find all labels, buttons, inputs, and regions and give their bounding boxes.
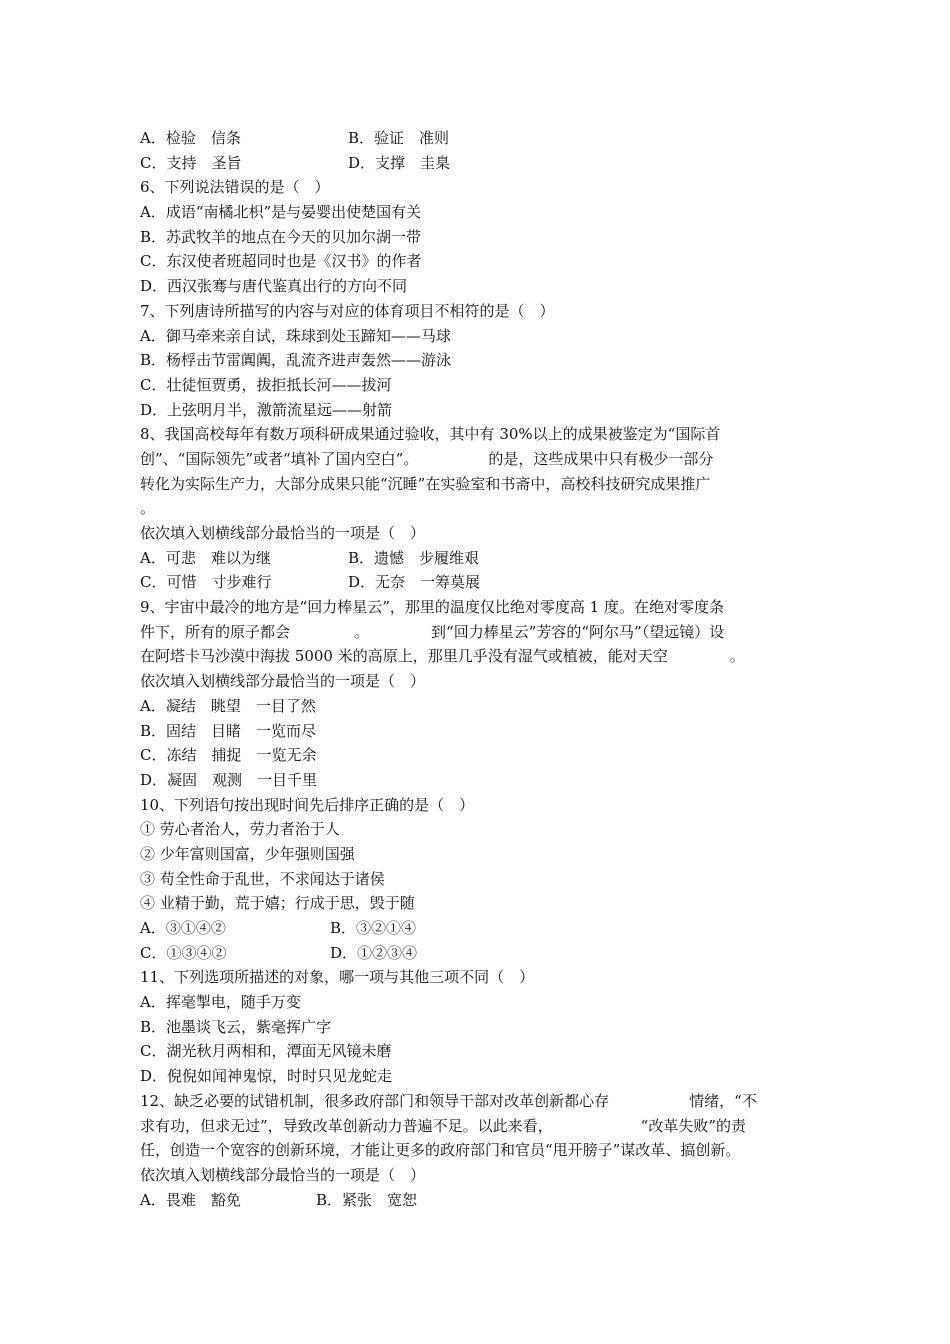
q10-item-3: ③ 苟全性命于乱世，不求闻达于诸侯	[140, 869, 385, 888]
q12-stem-line-2	[140, 1114, 820, 1139]
q6-option-c: C．东汉使者班超同时也是《汉书》的作者	[140, 252, 422, 271]
q10-option-d: D．①②③④	[330, 943, 418, 962]
q11-option-b: B．池墨谈飞云，紫毫挥广字	[140, 1017, 332, 1036]
q5-options-row-1	[140, 126, 820, 151]
q6-option-d: D．西汉张骞与唐代鉴真出行的方向不同	[140, 277, 408, 296]
q9-stem-line-3-part-2: 。	[729, 647, 745, 666]
q8-option-c: C．可惜 寸步难行	[140, 573, 272, 592]
q12-stem-line-2-part-2: “改革失败”的责	[640, 1116, 747, 1135]
q10-item-2: ② 少年富则国富，少年强则国强	[140, 844, 355, 863]
q10-item-4: ④ 业精于勤，荒于嬉；行成于思，毁于随	[140, 894, 415, 913]
q12-stem-line-1-part-2: 情绪，“不	[689, 1091, 757, 1110]
q8-option-a: A．可悲 难以为继	[140, 548, 271, 567]
q12-option-a: A．畏难 豁免	[140, 1190, 241, 1209]
q8-options-row-1	[140, 546, 820, 571]
q11-option-d: D．倪倪如闻神鬼惊，时时只见龙蛇走	[140, 1067, 393, 1086]
exam-content	[140, 126, 820, 1212]
q10-option-a: A．③①④②	[140, 919, 226, 937]
q7-option-d: D．上弦明月半，激箭流星远——射箭	[140, 400, 393, 419]
q11-option-c: C．湖光秋月两相和，潭面无风镜未磨	[140, 1042, 392, 1061]
q5-option-d: D．支撑 圭臬	[348, 153, 451, 172]
q8-stem-line-3: 转化为实际生产力，大部分成果只能“沉睡”在实验室和书斋中，高校科技研究成果推广	[140, 474, 711, 493]
q5-option-c: C．支持 圣旨	[140, 153, 242, 172]
q8-stem-line-2-part-2: 的是，这些成果中只有极少一部分	[488, 449, 714, 468]
q9-stem-line-3-part-1: 在阿塔卡马沙漠中海拔 5000 米的高原上，那里几乎没有湿气或植被，能对天空	[140, 647, 668, 666]
q5-option-a: A．检验 信条	[140, 129, 241, 147]
q7-option-b: B．杨桴击节雷阗阗，乱流齐进声轰然——游泳	[140, 351, 452, 370]
q8-stem-line-1: 8、我国高校每年有数万项科研成果通过验收，其中有 30%以上的成果被鉴定为“国际首	[140, 425, 721, 444]
q9-stem-line-2-part-1: 件下，所有的原子都会	[140, 622, 291, 641]
q9-option-d: D．凝固 观测 一目千里	[140, 770, 318, 789]
q8-option-d: D．无奈 一筹莫展	[348, 573, 481, 592]
q10-option-c: C．①③④②	[140, 943, 227, 962]
q8-instruction: 依次填入划横线部分最恰当的一项是（ ）	[140, 524, 426, 542]
q9-stem-line-2	[140, 620, 820, 645]
q7-stem: 7、下列唐诗所描写的内容与对应的体育项目不相符的是（ ）	[140, 301, 555, 320]
q6-option-b: B．苏武牧羊的地点在今天的贝加尔湖一带	[140, 227, 422, 246]
q8-options-row-2	[140, 570, 820, 595]
q9-stem-line-2-part-3: 到“回力棒星云”芳容的“阿尔马”（望远镜）设	[431, 622, 725, 641]
q8-stem-line-2-part-1: 创”、“国际领先”或者“填补了国内空白”。	[140, 449, 419, 468]
q8-stem-line-2	[140, 447, 820, 472]
q9-stem-line-1: 9、宇宙中最冷的地方是“回力棒星云”，那里的温度仅比绝对零度高 1 度。在绝对零度条	[140, 598, 724, 617]
q8-option-b: B．遗憾 步履维艰	[348, 548, 480, 567]
q10-item-1: ① 劳心者治人，劳力者治于人	[140, 820, 340, 839]
q6-option-a: A．成语“南橘北枳”是与晏婴出使楚国有关	[140, 203, 422, 222]
q9-option-a: A．凝结 眺望 一目了然	[140, 696, 316, 715]
q8-stem-line-4: 。	[140, 499, 156, 518]
q9-stem-line-3	[140, 644, 820, 669]
q12-stem-line-1	[140, 1089, 820, 1114]
q12-instruction: 依次填入划横线部分最恰当的一项是（ ）	[140, 1165, 426, 1184]
q10-options-row-1	[140, 916, 820, 941]
q12-stem-line-3: 任，创造一个宽容的创新环境，才能让更多的政府部门和官员“甩开膀子”谋改革、搞创新。	[140, 1141, 741, 1160]
q5-option-b: B．验证 准则	[348, 129, 450, 147]
q9-instruction: 依次填入划横线部分最恰当的一项是（ ）	[140, 672, 426, 691]
q6-stem: 6、下列说法错误的是（ ）	[140, 178, 330, 197]
q9-option-b: B．固结 目睹 一览而尽	[140, 721, 317, 740]
q11-stem: 11、下列选项所描述的对象，哪一项与其他三项不同（ ）	[140, 968, 535, 987]
q12-stem-line-1-part-1: 12、缺乏必要的试错机制，很多政府部门和领导干部对改革创新都心存	[140, 1091, 610, 1110]
q9-stem-line-2-part-2: 。	[354, 622, 370, 641]
q10-option-b: B．③②①④	[330, 919, 417, 937]
q11-option-a: A．挥毫掣电，随手万变	[140, 993, 301, 1012]
q7-option-a: A．御马牵来亲自试，珠球到处玉蹄知——马球	[140, 326, 451, 345]
q10-options-row-2	[140, 941, 820, 966]
q5-options-row-2	[140, 151, 820, 176]
q12-options-row-1	[140, 1188, 820, 1213]
q7-option-c: C．壮徒恒贾勇，拔拒抵长河——拔河	[140, 375, 392, 394]
q9-option-c: C．冻结 捕捉 一览无余	[140, 746, 317, 765]
q10-stem: 10、下列语句按出现时间先后排序正确的是（ ）	[140, 795, 475, 814]
q12-option-b: B．紧张 宽恕	[316, 1190, 418, 1209]
q12-stem-line-2-part-1: 求有功，但求无过”，导致改革创新动力普遍不足。以此来看，	[140, 1116, 553, 1135]
